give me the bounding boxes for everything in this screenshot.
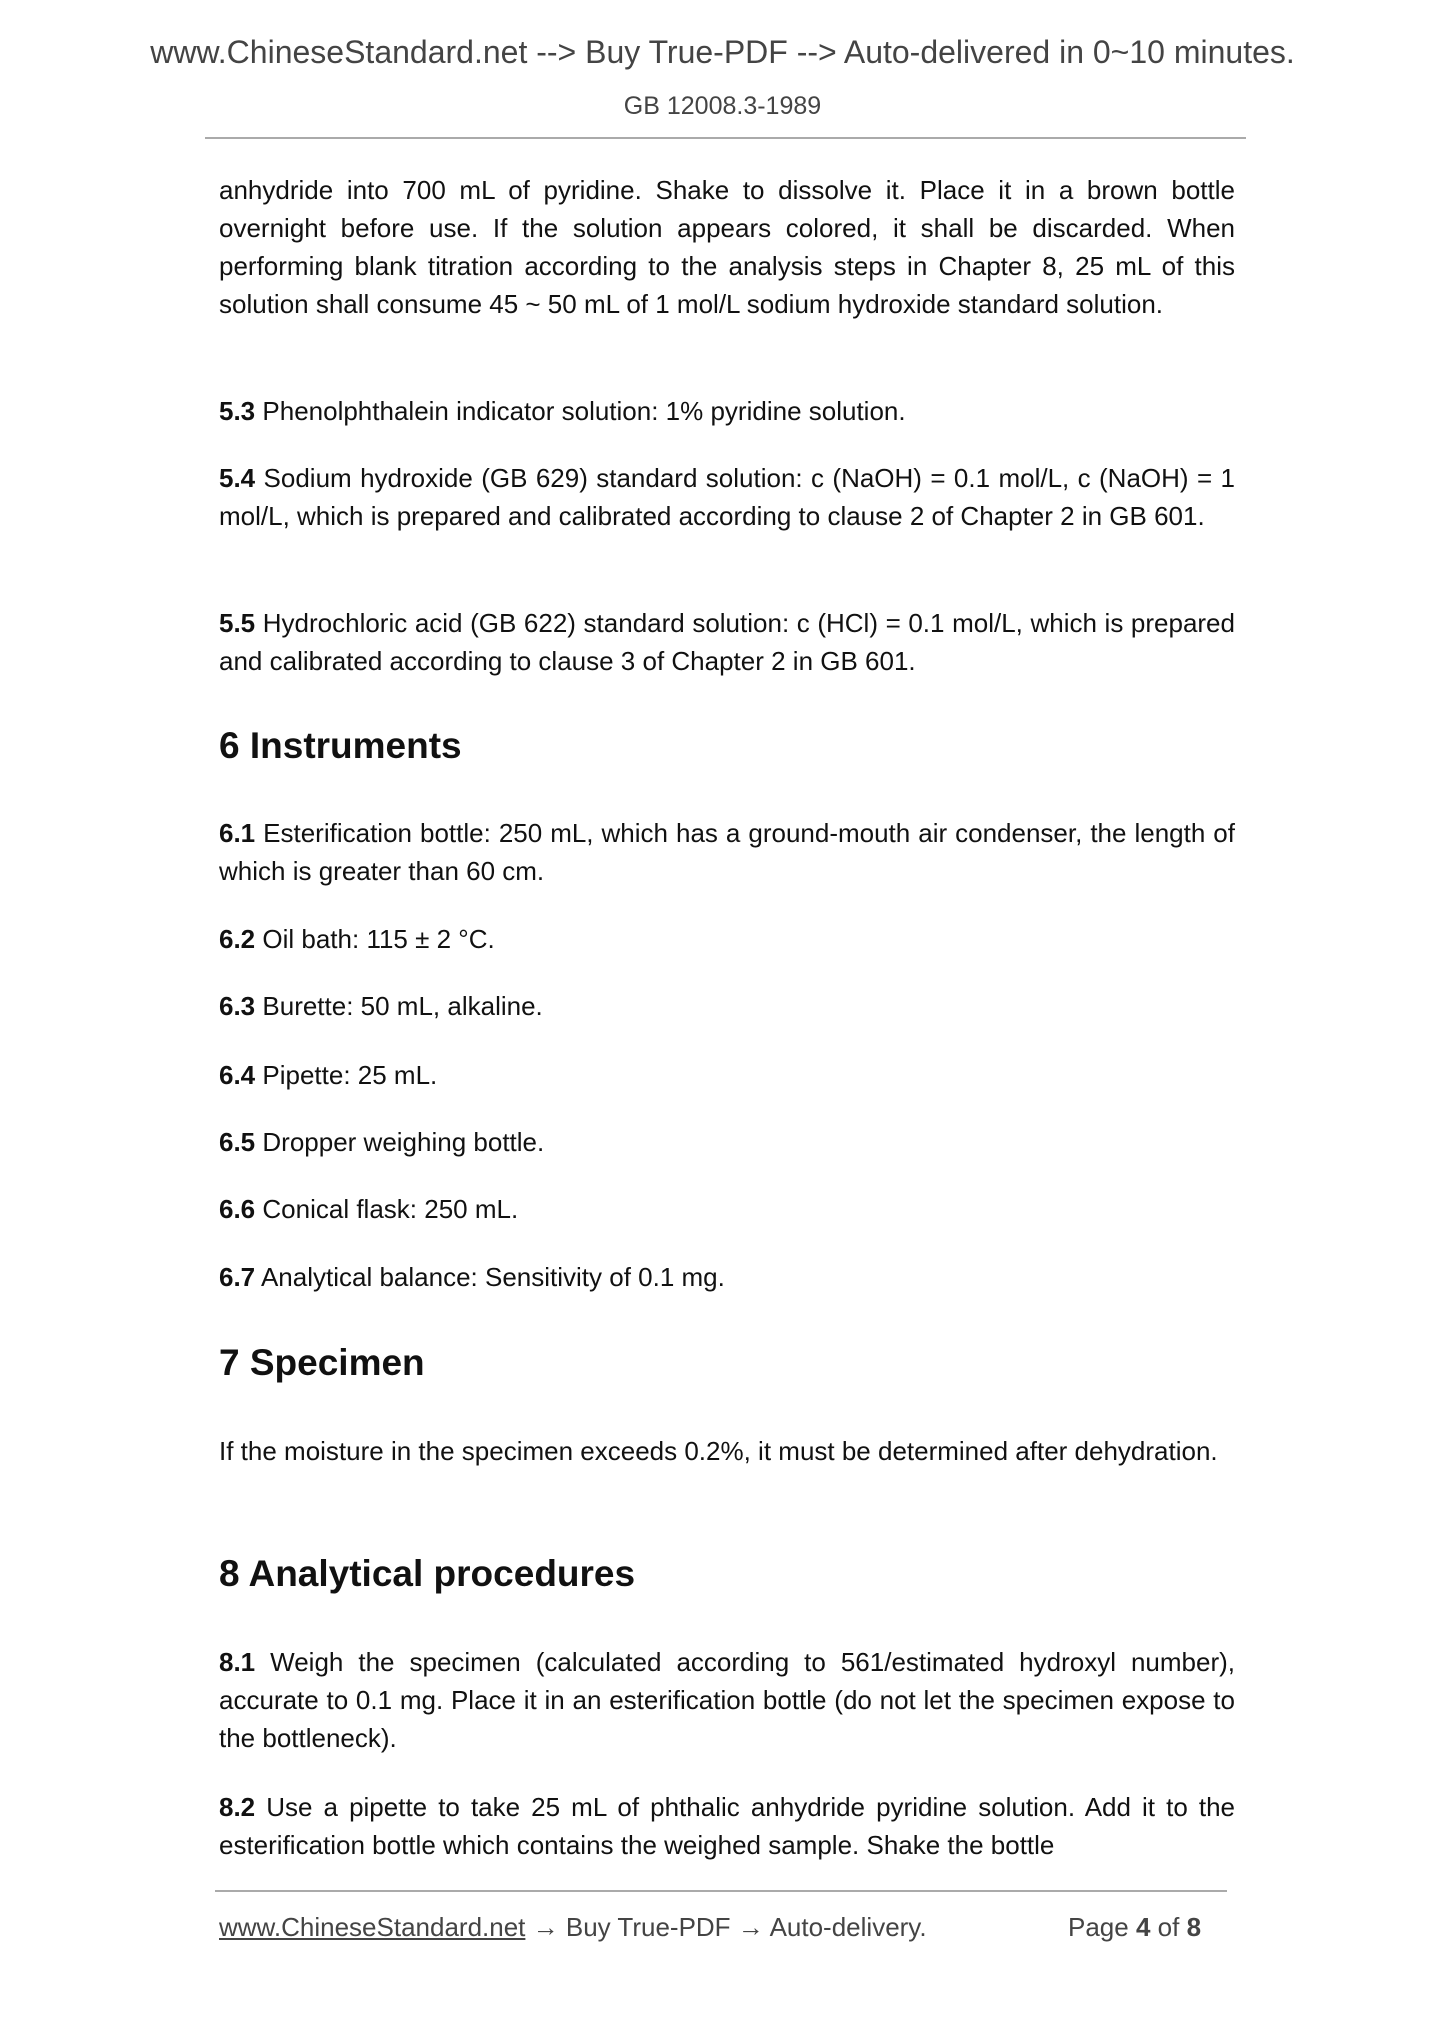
clause-text: Burette: 50 mL, alkaline. bbox=[262, 991, 543, 1021]
clause-6-3 bbox=[219, 987, 1235, 1025]
page-label: Page bbox=[1068, 1912, 1129, 1942]
footer-link[interactable]: www.ChineseStandard.net bbox=[219, 1912, 526, 1942]
clause-6-4 bbox=[219, 1056, 1235, 1094]
clause-text: Use a pipette to take 25 mL of phthalic anhydride pyridine solution. Add it to the esterification bottle which contains the weighed sample. Shake the bottle bbox=[219, 1792, 1235, 1860]
clause-5-3 bbox=[219, 392, 1235, 430]
clause-number: 8.2 bbox=[219, 1792, 256, 1822]
clause-text: Hydrochloric acid (GB 622) standard solution: c (HCl) = 0.1 mol/L, which is prepared and calibrated according to clause 3 of Chapter 2 in GB 601. bbox=[219, 608, 1235, 676]
clause-text: Sodium hydroxide (GB 629) standard solution: c (NaOH) = 0.1 mol/L, c (NaOH) = 1 mol/L, which is prepared and calibrated according to clause 2 of Chapter 2 in GB 601. bbox=[219, 463, 1235, 531]
paragraph-continued: anhydride into 700 mL of pyridine. Shake to dissolve it. Place it in a brown bottle overnight before use. If the solution appears colored, it shall be discarded. When performing blank titration according to the analysis steps in Chapter 8, 25 mL of this solution shall consume 45 ~ 50 mL of 1 mol/L sodium hydroxide standard solution. bbox=[219, 175, 1235, 319]
section-heading-7: 7 Specimen bbox=[219, 1342, 425, 1383]
clause-number: 6.6 bbox=[219, 1194, 256, 1224]
header-banner: www.ChineseStandard.net --> Buy True-PDF --> Auto-delivered in 0~10 minutes. bbox=[150, 34, 1295, 70]
footer-promo bbox=[219, 1912, 927, 1943]
clause-5-4 bbox=[219, 459, 1235, 535]
clause-text: Oil bath: 115 ± 2 °C. bbox=[262, 924, 495, 954]
page-indicator bbox=[1068, 1912, 1201, 1943]
clause-text: Esterification bottle: 250 mL, which has a ground-mouth air condenser, the length of which is greater than 60 cm. bbox=[219, 818, 1235, 886]
clause-number: 6.7 bbox=[219, 1262, 256, 1292]
clause-5-5 bbox=[219, 604, 1235, 680]
clause-6-1 bbox=[219, 814, 1235, 890]
clause-text: Analytical balance: Sensitivity of 0.1 mg. bbox=[260, 1262, 725, 1292]
clause-6-5 bbox=[219, 1123, 1235, 1161]
clause-text: Pipette: 25 mL. bbox=[262, 1060, 438, 1090]
page-number: 4 bbox=[1135, 1912, 1151, 1942]
clause-number: 5.5 bbox=[219, 608, 256, 638]
clause-8-2 bbox=[219, 1788, 1235, 1864]
clause-6-2 bbox=[219, 920, 1235, 958]
paragraph-specimen: If the moisture in the specimen exceeds 0.2%, it must be determined after dehydration. bbox=[219, 1436, 1218, 1466]
section-heading-6: 6 Instruments bbox=[219, 725, 462, 766]
footer-divider bbox=[215, 1890, 1227, 1892]
section-heading-8: 8 Analytical procedures bbox=[219, 1553, 636, 1594]
header-divider bbox=[205, 137, 1246, 139]
clause-number: 6.4 bbox=[219, 1060, 256, 1090]
clause-number: 6.2 bbox=[219, 924, 256, 954]
clause-number: 5.3 bbox=[219, 396, 256, 426]
footer-promo-text: → Buy True-PDF → Auto-delivery. bbox=[525, 1912, 927, 1942]
clause-8-1 bbox=[219, 1643, 1235, 1757]
clause-number: 6.5 bbox=[219, 1127, 256, 1157]
clause-6-6 bbox=[219, 1190, 1235, 1228]
clause-text: Conical flask: 250 mL. bbox=[262, 1194, 519, 1224]
page-total: 8 bbox=[1186, 1912, 1202, 1942]
clause-number: 5.4 bbox=[219, 463, 256, 493]
clause-number: 8.1 bbox=[219, 1647, 256, 1677]
clause-number: 6.3 bbox=[219, 991, 256, 1021]
document-id: GB 12008.3-1989 bbox=[623, 92, 822, 120]
clause-number: 6.1 bbox=[219, 818, 256, 848]
clause-text: Weigh the specimen (calculated according to 561/estimated hydroxyl number), accurate to 0.1 mg. Place it in an esterification bottle (do not let the specimen expose to the bottleneck). bbox=[219, 1647, 1235, 1753]
clause-6-7 bbox=[219, 1258, 1235, 1296]
clause-text: Dropper weighing bottle. bbox=[262, 1127, 545, 1157]
of-label: of bbox=[1157, 1912, 1180, 1942]
clause-text: Phenolphthalein indicator solution: 1% pyridine solution. bbox=[262, 396, 906, 426]
